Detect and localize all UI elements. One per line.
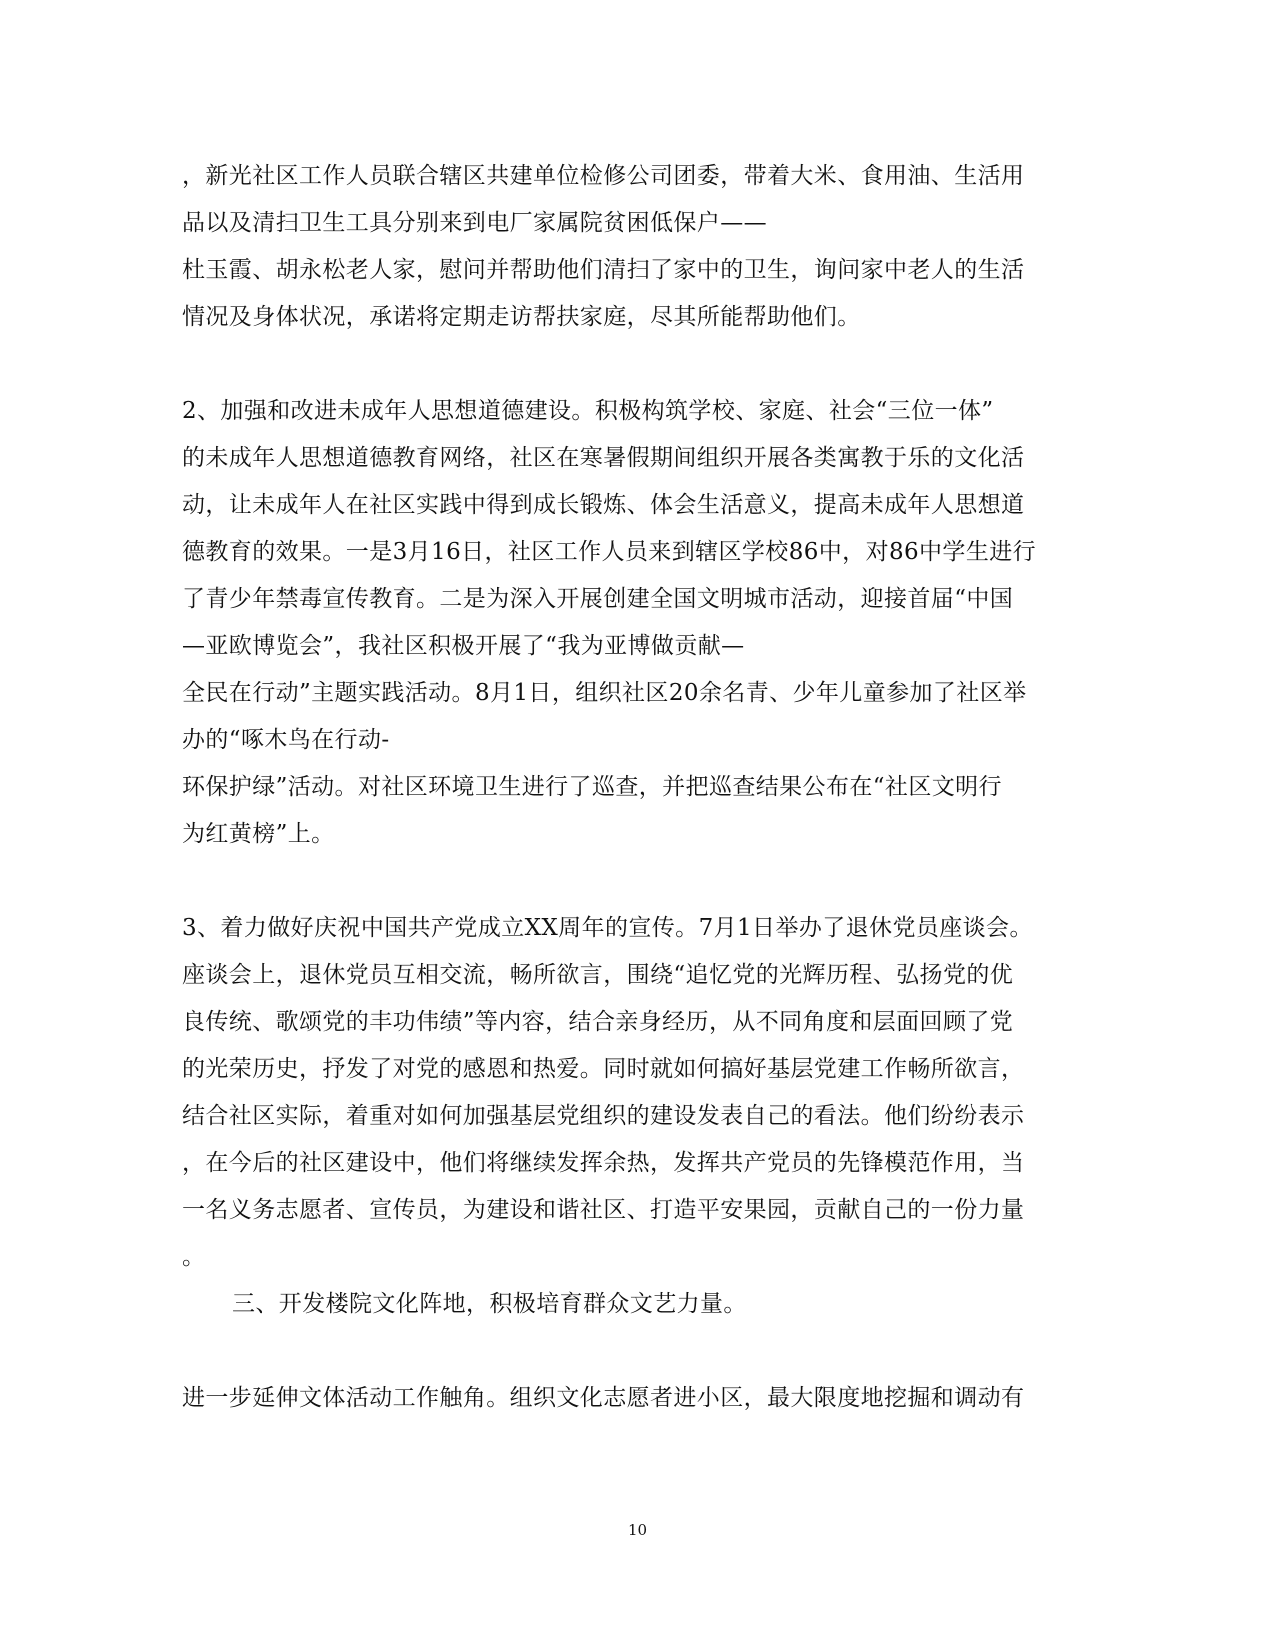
body-text-line: 良传统、歌颂党的丰功伟绩”等内容，结合亲身经历，从不同角度和层面回顾了党 — [182, 1009, 1014, 1035]
body-text-line: 环保护绿”活动。对社区环境卫生进行了巡查，并把巡查结果公布在“社区文明行 — [182, 774, 1002, 800]
body-text-line: 进一步延伸文体活动工作触角。组织文化志愿者进小区，最大限度地挖掘和调动有 — [182, 1385, 1025, 1411]
body-text-line: 的未成年人思想道德教育网络，社区在寒暑假期间组织开展各类寓教于乐的文化活 — [182, 445, 1025, 471]
body-text-line: 品以及清扫卫生工具分别来到电厂家属院贫困低保户—— — [182, 210, 767, 236]
body-text-line: 座谈会上，退休党员互相交流，畅所欲言，围绕“追忆党的光辉历程、弘扬党的优 — [182, 962, 1014, 988]
body-text-line: —亚欧博览会”，我社区积极开展了“我为亚博做贡献— — [182, 633, 745, 659]
body-text-line: 办的“啄木鸟在行动- — [182, 727, 390, 753]
body-text-line: 2、加强和改进未成年人思想道德建设。积极构筑学校、家庭、社会“三位一体” — [182, 398, 994, 424]
body-text-line: 杜玉霞、胡永松老人家，慰问并帮助他们清扫了家中的卫生，询问家中老人的生活 — [182, 257, 1025, 283]
body-text-line: 情况及身体状况，承诺将定期走访帮扶家庭，尽其所能帮助他们。 — [182, 304, 861, 330]
section-heading: 三、开发楼院文化阵地，积极培育群众文艺力量。 — [232, 1291, 747, 1317]
body-text-line: 为红黄榜”上。 — [182, 821, 335, 847]
body-text-line: 的光荣历史，抒发了对党的感恩和热爱。同时就如何搞好基层党建工作畅所欲言， — [182, 1056, 1025, 1082]
body-text-line: ，新光社区工作人员联合辖区共建单位检修公司团委，带着大米、食用油、生活用 — [182, 163, 1025, 189]
body-text-line: 结合社区实际，着重对如何加强基层党组织的建设发表自己的看法。他们纷纷表示 — [182, 1103, 1025, 1129]
body-text-line: 。 — [182, 1244, 206, 1270]
body-text-line: 全民在行动”主题实践活动。8月1日，组织社区20余名青、少年儿童参加了社区举 — [182, 680, 1027, 706]
page-number: 10 — [627, 1521, 648, 1539]
body-text-line: 动，让未成年人在社区实践中得到成长锻炼、体会生活意义，提高未成年人思想道 — [182, 492, 1025, 518]
body-text-line: 3、着力做好庆祝中国共产党成立XX周年的宣传。7月1日举办了退休党员座谈会。 — [182, 915, 1033, 941]
body-text-line: 了青少年禁毒宣传教育。二是为深入开展创建全国文明城市活动，迎接首届“中国 — [182, 586, 1014, 612]
body-text-line: 一名义务志愿者、宣传员，为建设和谐社区、打造平安果园，贡献自己的一份力量 — [182, 1197, 1025, 1223]
body-text-line: ，在今后的社区建设中，他们将继续发挥余热，发挥共产党员的先锋模范作用，当 — [182, 1150, 1025, 1176]
body-text-line: 德教育的效果。一是3月16日，社区工作人员来到辖区学校86中，对86中学生进行 — [182, 539, 1037, 565]
